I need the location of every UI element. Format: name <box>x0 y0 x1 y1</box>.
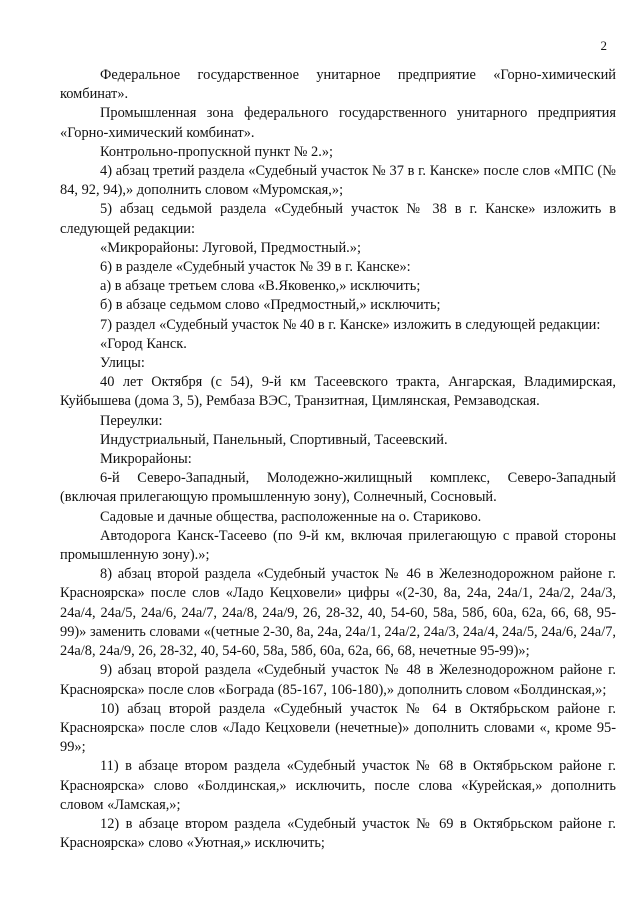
page-number: 2 <box>600 38 607 53</box>
paragraph-20: 8) абзац второй раздела «Судебный участок № 46 в Железнодорожном районе г. Красноярска» после слов «Ладо Кецховели» цифры «(2-30, 8а, 24а, 24а/1, 24а/2, 24а/3, 24а/4, 24а/5, 24а/6, 24а/7, 24а/8, 24а/9, 26, 28-32, 40, 54-60, 58а, 58б, 60а, 62а, 66, 68, 95-99)» заменить словами «(четные 2-30, 8а, 24а, 24а/1, 24а/2, 24а/3, 24а/4, 24а/5, 24а/6, 24а/7, 24а/8, 24а/9, 26, 28-32, 40, 54-60, 58а, 58б, 60а, 62а, 66, 68, нечетные 95-99)»; <box>60 566 616 660</box>
paragraph-18: Садовые и дачные общества, расположенные на о. Стариково. <box>100 508 482 525</box>
paragraph-22: 10) абзац второй раздела «Судебный участок № 64 в Октябрьском районе г. Красноярска» после слов «Ладо Кецховели (нечетные)» дополнить словами «, кроме 95-99»; <box>60 700 616 756</box>
paragraph-14: Переулки: <box>100 412 163 429</box>
paragraph-5: 5) абзац седьмой раздела «Судебный участок № 38 в г. Канске» изложить в следующей редакции: <box>60 201 616 237</box>
paragraph-4: 4) абзац третий раздела «Судебный участок № 37 в г. Канске» после слов «МПС (№ 84, 92, 94),» дополнить словом «Муромская,»; <box>60 163 616 199</box>
paragraph-11: «Город Канск. <box>100 335 187 352</box>
paragraph-16: Микрорайоны: <box>100 451 192 468</box>
paragraph-6: «Микрорайоны: Луговой, Предмостный.»; <box>100 239 361 256</box>
paragraph-8: а) в абзаце третьем слова «В.Яковенко,» исключить; <box>100 278 421 295</box>
paragraph-3: Контрольно-пропускной пункт № 2.»; <box>100 143 334 160</box>
paragraph-1: Федеральное государственное унитарное предприятие «Горно-химический комбинат». <box>60 67 616 103</box>
paragraph-2: Промышленная зона федерального государственного унитарного предприятия «Горно-химический комбинат». <box>60 105 616 141</box>
paragraph-17: 6-й Северо-Западный, Молодежно-жилищный комплекс, Северо-Западный (включая прилегающую промышленную зону), Солнечный, Сосновый. <box>60 470 616 506</box>
paragraph-21: 9) абзац второй раздела «Судебный участок № 48 в Железнодорожном районе г. Красноярска» после слов «Бограда (85-167, 106-180),» дополнить словом «Болдинская,»; <box>60 662 616 698</box>
paragraph-13: 40 лет Октября (с 54), 9-й км Тасеевского тракта, Ангарская, Владимирская, Куйбышева (дома 3, 5), Рембаза ВЭС, Транзитная, Цимлянская, Ремзаводская. <box>60 374 616 410</box>
paragraph-10: 7) раздел «Судебный участок № 40 в г. Канске» изложить в следующей редакции: <box>100 316 601 333</box>
paragraph-15: Индустриальный, Панельный, Спортивный, Тасеевский. <box>100 431 448 448</box>
paragraph-12: Улицы: <box>100 355 145 372</box>
paragraph-19: Автодорога Канск-Тасеево (по 9-й км, включая прилегающую с правой стороны промышленную зону).»; <box>60 527 616 564</box>
paragraph-23: 11) в абзаце втором раздела «Судебный участок № 68 в Октябрьском районе г. Красноярска» слово «Болдинская,» исключить, после слова «Курейская,» дополнить словом «Ламская,»; <box>60 758 616 813</box>
paragraph-7: 6) в разделе «Судебный участок № 39 в г. Канске»: <box>100 259 411 276</box>
paragraph-24: 12) в абзаце втором раздела «Судебный участок № 69 в Октябрьском районе г. Красноярска» слово «Уютная,» исключить; <box>60 815 616 852</box>
paragraph-9: б) в абзаце седьмом слово «Предмостный,» исключить; <box>100 297 441 314</box>
document-body <box>60 66 616 853</box>
